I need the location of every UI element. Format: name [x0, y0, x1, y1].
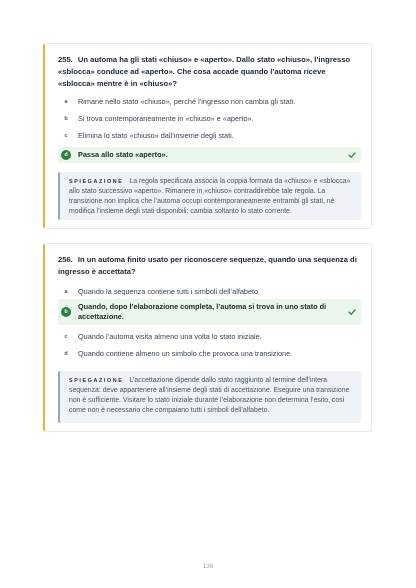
explanation-box [58, 172, 361, 220]
option-letter: c [64, 133, 68, 139]
explanation-tag: SPIEGAZIONE [69, 179, 124, 185]
answer-option-b[interactable] [58, 111, 361, 127]
option-letter: c [64, 334, 68, 340]
option-text: Quando contiene almeno un simbolo che provoca una transizione. [78, 349, 293, 358]
question-card [43, 243, 372, 432]
option-text: Quando la sequenza contiene tutti i simboli dell’alfabeto. [78, 287, 261, 296]
check-icon [347, 150, 357, 160]
option-text: Quando, dopo l’elaborazione completa, l’automa si trova in uno stato di accettazione. [78, 302, 327, 321]
explanation-tag: SPIEGAZIONE [69, 378, 124, 384]
option-letter: b [64, 116, 68, 122]
option-text: Elimina lo stato «chiuso» dall’insieme degli stati. [78, 131, 234, 140]
check-icon [347, 307, 357, 317]
option-letter: b [61, 307, 71, 317]
explanation-text: L’accettazione dipende dallo stato raggiunto al termine dell’intera sequenza: deve appartenere all’insieme degli stati di accettazione. Eseguire una transizione non è sufficiente. Visitare lo stato iniziale durante l’elaborazione non determina l’esito, così come non è necessario che compaiano tutti i simboli dell’alfabeto. [69, 377, 350, 414]
question-text [58, 54, 359, 90]
question-body: In un automa finito usato per riconoscere sequenze, quando una sequenza di ingresso è accettata? [58, 255, 357, 276]
answer-option-d[interactable] [58, 346, 361, 362]
question-card [43, 43, 372, 229]
answer-option-a[interactable] [58, 284, 361, 300]
answer-option-c[interactable] [58, 329, 361, 345]
option-text: Rimane nello stato «chiuso», perché l’ingresso non cambia gli stati. [78, 97, 296, 106]
option-letter: d [61, 150, 71, 160]
option-text: Si trova contemporaneamente in «chiuso» e «aperto». [78, 114, 254, 123]
explanation-text: La regola specificata associa la coppia formata da «chiuso» e «sblocca» allo stato successivo «aperto». Rimanere in «chiuso» contraddirebbe tale regola. La transizione non implica che l’automa occupi contemporaneamente entrambi gli stati, né modifica l’insieme degli stati disponibili: cambia soltanto lo stato corrente. [69, 178, 351, 215]
option-text: Passa allo stato «aperto». [78, 150, 168, 159]
option-letter: a [64, 99, 68, 105]
answer-option-b-correct[interactable] [58, 299, 361, 325]
answer-option-c[interactable] [58, 128, 361, 144]
answer-option-d-correct[interactable] [58, 147, 361, 163]
question-text [58, 254, 359, 278]
question-number: 255. [58, 55, 73, 64]
option-letter: d [64, 351, 68, 357]
explanation-box [58, 371, 361, 423]
answer-option-a[interactable] [58, 94, 361, 110]
option-letter: a [64, 289, 68, 295]
question-number: 256. [58, 255, 73, 264]
option-text: Quando l’automa visita almeno una volta lo stato iniziale. [78, 332, 262, 341]
page-number: 136 [202, 563, 214, 570]
question-body: Un automa ha gli stati «chiuso» e «aperto». Dallo stato «chiuso», l’ingresso «sblocca» conduce ad «aperto». Che cosa accade quando l’automa riceve «sblocca» mentre è in «chiuso»? [58, 55, 351, 88]
